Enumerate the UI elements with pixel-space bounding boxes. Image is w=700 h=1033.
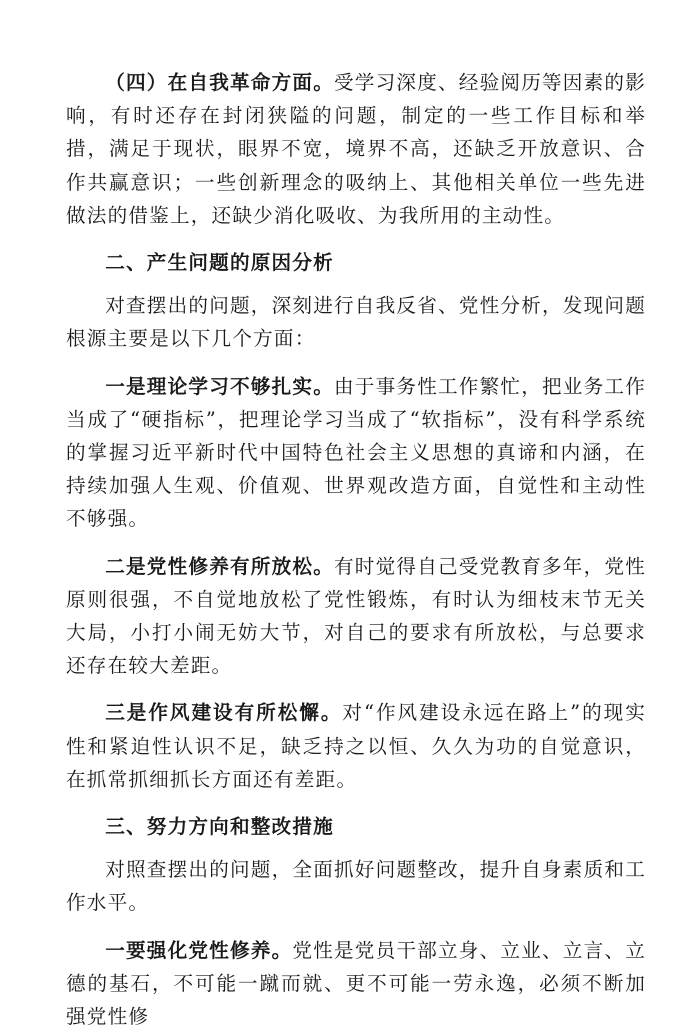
paragraph-text: 有时觉得自己受党教育多年，党性原则很强，不自觉地放松了党性锻炼，有时认为细枝末节无关大局，小打小闹无妨大节，对自己的要求有所放松，与总要求还存在较大差距。 — [66, 554, 647, 678]
paragraph-text: 由于事务性工作繁忙，把业务工作当成了“硬指标”，把理论学习当成了“软指标”，没有科学系统的掌握习近平新时代中国特色社会主义思想的真谛和内涵，在持续加强人生观、价值观、世界观改造方面，自觉性和主动性不够强。 — [66, 374, 647, 531]
paragraph-self-revolution — [66, 66, 646, 232]
paragraph-text: 对“作风建设永远在路上”的现实性和紧迫性认识不足，缺乏持之以恒、久久为功的自觉意识，在抓常抓细抓长方面还有差距。 — [66, 701, 646, 791]
paragraph-work-style — [66, 696, 646, 796]
paragraph-lead: 一要强化党性修养。 — [105, 938, 293, 962]
paragraph-lead: 一是理论学习不够扎实。 — [105, 374, 334, 398]
paragraph-strengthen-party-spirit — [66, 934, 646, 1033]
paragraph-measures-intro: 对照查摆出的问题，全面抓好问题整改，提升自身素质和工作水平。 — [66, 858, 646, 915]
paragraph-party-spirit — [66, 550, 646, 683]
section-heading-measures: 三、努力方向和整改措施 — [105, 815, 334, 839]
section-heading-causes: 二、产生问题的原因分析 — [105, 251, 334, 275]
paragraph-text: 受学习深度、经验阅历等因素的影响，有时还存在封闭狭隘的问题，制定的一些工作目标和举措，满足于现状，眼界不宽，境界不高，还缺乏开放意识、合作共赢意识；一些创新理念的吸纳上、其他相关单位一些先进做法的借鉴上，还缺少消化吸收、为我所用的主动性。 — [66, 71, 647, 227]
paragraph-text: 党性是党员干部立身、立业、立言、立德的基石，不可能一蹴而就、更不可能一劳永逸，必须不断加强党性修 — [66, 938, 646, 1029]
paragraph-theory-study — [66, 370, 646, 536]
paragraph-lead: （四）在自我革命方面。 — [105, 71, 334, 94]
paragraph-causes-intro: 对查摆出的问题，深刻进行自我反省、党性分析，发现问题根源主要是以下几个方面： — [66, 294, 646, 351]
paragraph-lead: 二是党性修养有所放松。 — [105, 554, 334, 578]
paragraph-lead: 三是作风建设有所松懈。 — [105, 701, 343, 725]
